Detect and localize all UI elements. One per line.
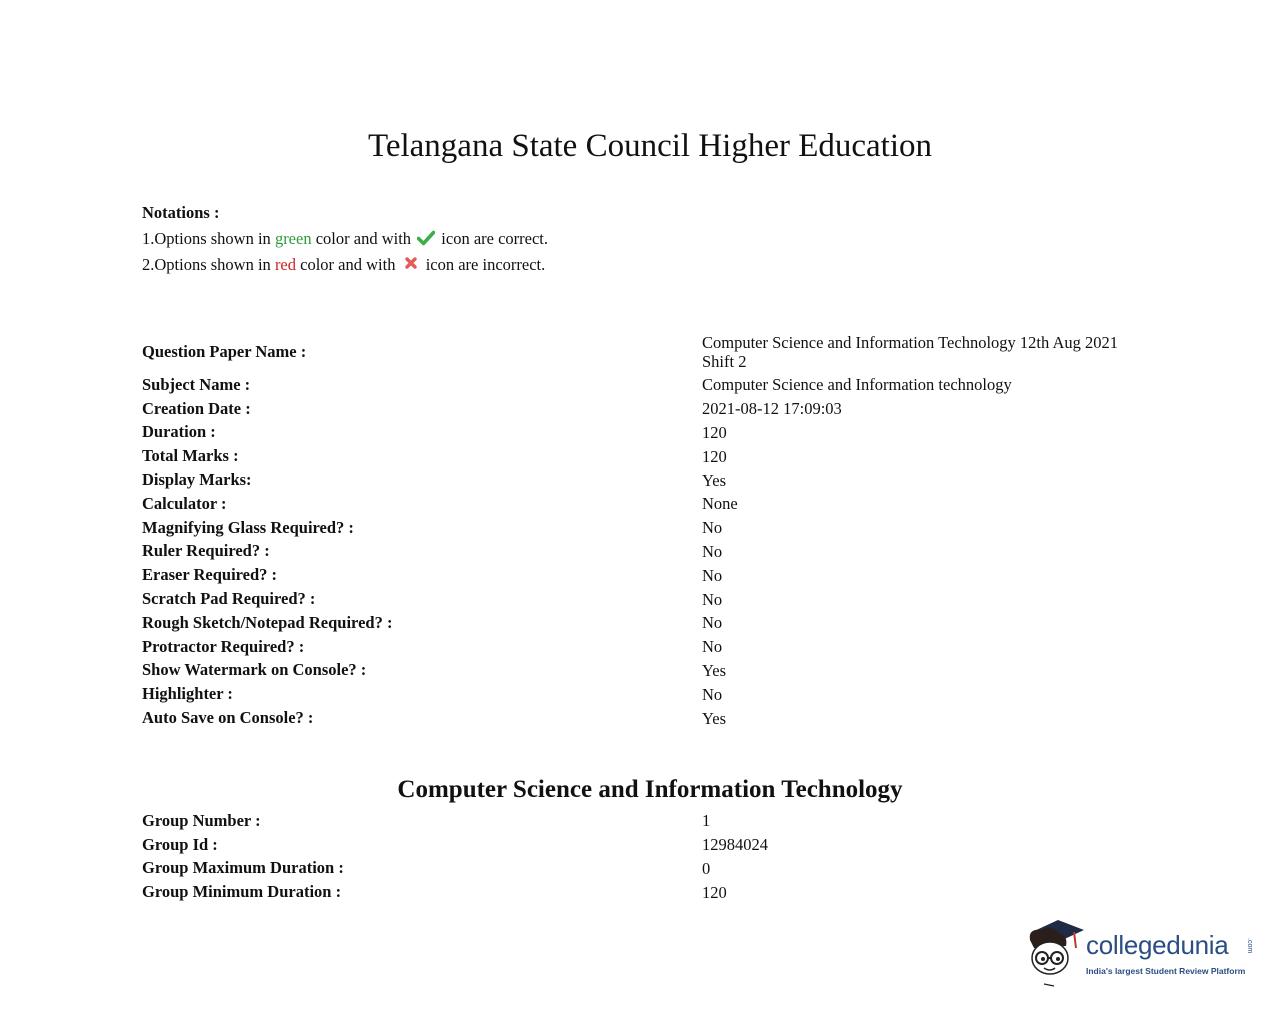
info-row-protractor xyxy=(142,635,1152,659)
info-label: Display Marks: xyxy=(142,470,252,490)
info-value: No xyxy=(702,565,723,585)
info-value: Computer Science and Information technology xyxy=(702,375,1012,395)
group-info-table xyxy=(142,809,1152,904)
info-value: No xyxy=(702,589,723,609)
info-row-magnifying-glass xyxy=(142,516,1152,540)
info-value: None xyxy=(702,494,738,514)
info-label: Question Paper Name : xyxy=(142,341,307,361)
notations-heading: Notations : xyxy=(142,203,220,222)
info-row-calculator xyxy=(142,492,1152,516)
check-icon xyxy=(417,230,435,246)
notation-line-correct xyxy=(142,226,548,252)
mascot-icon xyxy=(1024,918,1086,988)
info-value: 2021-08-12 17:09:03 xyxy=(702,399,842,419)
logo-domain-suffix: .com xyxy=(1246,938,1253,954)
logo-tagline: India's largest Student Review Platform xyxy=(1086,966,1246,976)
info-label: Total Marks : xyxy=(142,446,239,466)
info-label: Calculator : xyxy=(142,493,227,513)
info-row-show-watermark xyxy=(142,659,1152,683)
info-value: No xyxy=(702,637,723,657)
info-label: Magnifying Glass Required? : xyxy=(142,517,354,537)
notation-suffix: icon are correct. xyxy=(441,229,548,248)
group-row-number xyxy=(142,809,1152,833)
group-label: Group Minimum Duration : xyxy=(142,882,342,902)
info-row-auto-save xyxy=(142,706,1152,730)
group-row-min-duration xyxy=(142,880,1152,904)
info-row-creation-date xyxy=(142,397,1152,421)
info-row-subject-name xyxy=(142,373,1152,397)
info-value: Yes xyxy=(702,708,727,728)
notation-middle: color and with xyxy=(315,229,412,248)
info-value: No xyxy=(702,541,723,561)
info-label: Creation Date : xyxy=(142,398,251,418)
notation-line-incorrect xyxy=(142,252,548,278)
info-row-display-marks xyxy=(142,468,1152,492)
info-row-rough-sketch xyxy=(142,611,1152,635)
group-value: 0 xyxy=(702,858,711,878)
group-label: Group Maximum Duration : xyxy=(142,858,344,878)
red-word: red xyxy=(274,255,297,274)
info-row-ruler xyxy=(142,540,1152,564)
group-row-id xyxy=(142,833,1152,857)
cross-icon xyxy=(402,256,420,272)
info-label: Eraser Required? : xyxy=(142,565,278,585)
info-row-eraser xyxy=(142,563,1152,587)
info-row-duration xyxy=(142,421,1152,445)
info-value: Computer Science and Information Technology 12th Aug 2021 Shift 2 xyxy=(702,332,1119,371)
notation-middle: color and with xyxy=(300,255,396,274)
info-label: Show Watermark on Console? : xyxy=(142,660,367,680)
notation-prefix: 2.Options shown in xyxy=(142,255,271,274)
collegedunia-logo xyxy=(1024,918,1264,988)
group-value: 120 xyxy=(702,882,727,902)
info-label: Protractor Required? : xyxy=(142,636,305,656)
info-row-question-paper-name xyxy=(142,330,1152,373)
info-label: Subject Name : xyxy=(142,374,251,394)
notation-prefix: 1.Options shown in xyxy=(142,229,271,248)
info-label: Highlighter : xyxy=(142,684,233,704)
green-word: green xyxy=(274,229,312,248)
section-title: Computer Science and Information Technology xyxy=(397,776,903,803)
group-value: 12984024 xyxy=(702,835,768,855)
info-row-highlighter xyxy=(142,682,1152,706)
info-value: No xyxy=(702,518,723,538)
group-row-max-duration xyxy=(142,857,1152,881)
info-value: Yes xyxy=(702,470,727,490)
group-label: Group Id : xyxy=(142,834,218,854)
info-row-scratch-pad xyxy=(142,587,1152,611)
info-value: 120 xyxy=(702,422,727,442)
notations-block xyxy=(142,200,548,278)
logo-wordmark: collegedunia xyxy=(1086,930,1229,960)
info-label: Rough Sketch/Notepad Required? : xyxy=(142,612,393,632)
info-value: No xyxy=(702,613,723,633)
info-row-total-marks xyxy=(142,444,1152,468)
info-label: Ruler Required? : xyxy=(142,541,270,561)
info-value: Yes xyxy=(702,660,727,680)
group-label: Group Number : xyxy=(142,810,261,830)
notation-suffix: icon are incorrect. xyxy=(425,255,546,274)
paper-info-table xyxy=(142,330,1152,730)
info-label: Duration : xyxy=(142,422,216,442)
info-value: 120 xyxy=(702,446,727,466)
group-value: 1 xyxy=(702,811,711,831)
info-value: No xyxy=(702,684,723,704)
info-label: Auto Save on Console? : xyxy=(142,708,314,728)
info-label: Scratch Pad Required? : xyxy=(142,589,316,609)
document-title: Telangana State Council Higher Education xyxy=(367,128,932,164)
